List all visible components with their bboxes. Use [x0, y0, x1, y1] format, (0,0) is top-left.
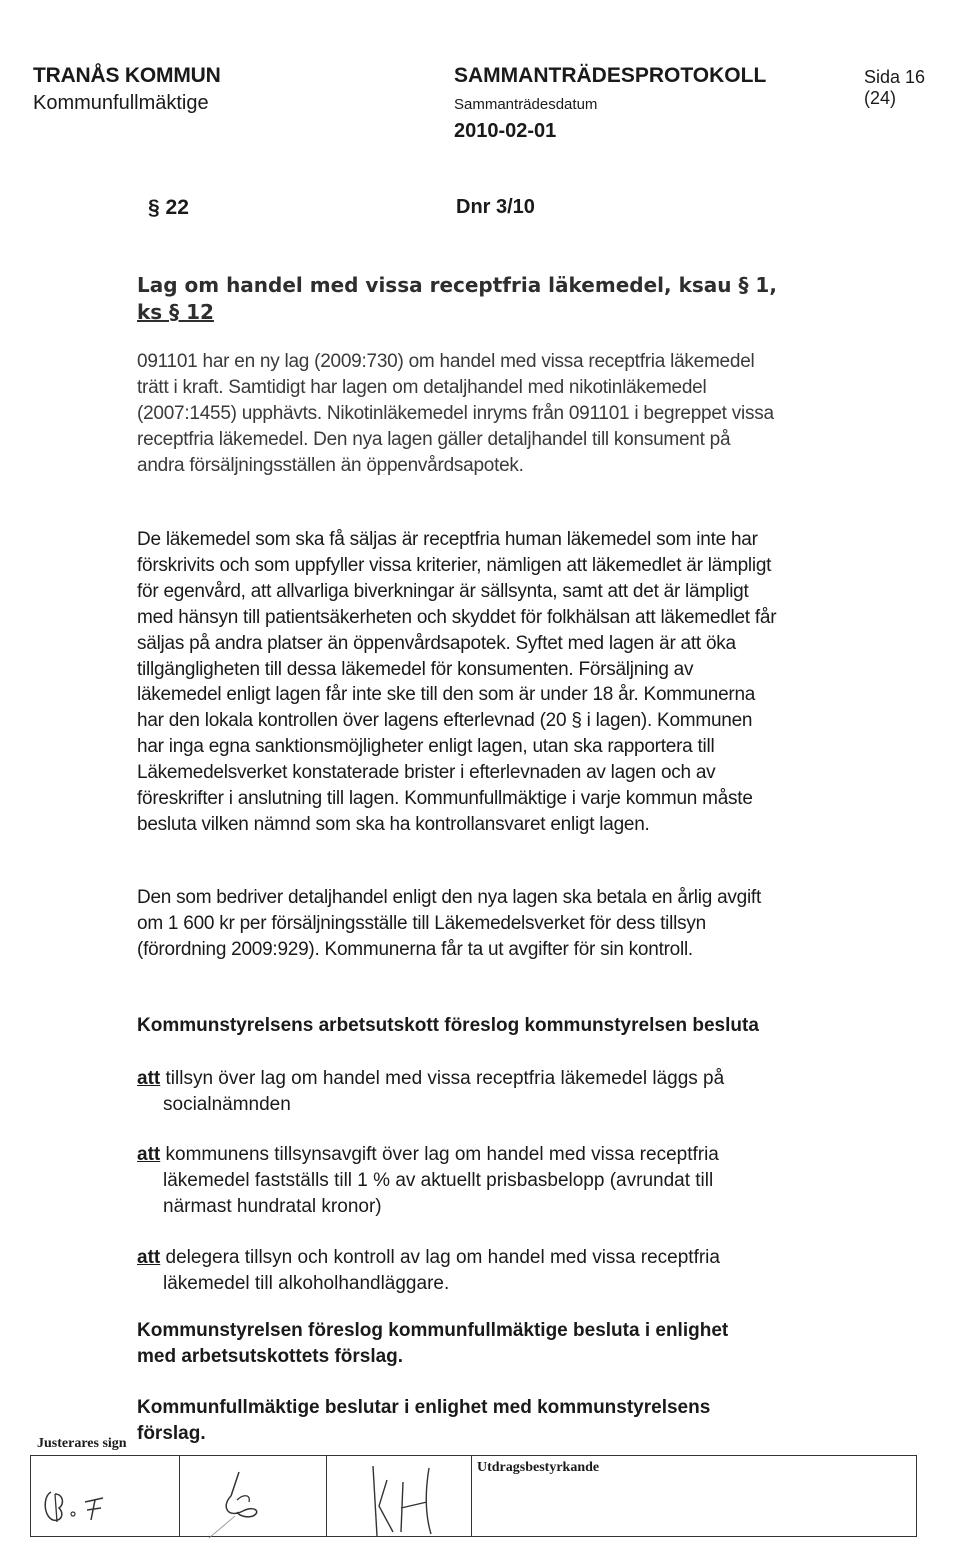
att-item [137, 1066, 777, 1118]
att-item [137, 1142, 777, 1220]
table-divider [326, 1456, 327, 1536]
section-title [137, 272, 777, 326]
document-type: SAMMANTRÄDESPROTOKOLL [454, 64, 767, 87]
diary-number: Dnr 3/10 [456, 196, 535, 218]
att-word: att [137, 1247, 161, 1268]
ks-decision: Kommunstyrelsen föreslog kommunfullmäktige besluta i enlighet med arbetsutskottets förslag. [137, 1320, 729, 1367]
att-item-text: tillsyn över lag om handel med vissa receptfria läkemedel läggs på [165, 1068, 725, 1089]
proposal-heading: Kommunstyrelsens arbetsutskott föreslog kommunstyrelsen besluta [137, 1015, 759, 1036]
organization-name: TRANÅS KOMMUN [33, 64, 221, 87]
paragraph-criteria: De läkemedel som ska få säljas är receptfria human läkemedel som inte har förskrivits och som uppfyller vissa kriterier, nämligen att läkemedlet är lämpligt för egenvård, att allvarliga biverkningar är sällsynta, samt att det är lämpligt med hänsyn till patientsäkerheten och skyddet för folkhälsan att läkemedlet får säljas på andra platser än öppenvårdsapotek. Syftet med lagen är att öka tillgängligheten till dessa läkemedel för konsumenten. Försäljning av läkemedel enligt lagen får inte ske till den som är under 18 år. Kommunerna har den lokala kontrollen över lagens efterlevnad (20 § i lagen). Kommunen har inga egna sanktionsmöjligheter enligt lagen, utan ska rapportera till Läkemedelsverket konstaterade brister i efterlevnaden av lagen och av föreskrifter i anslutning till lagen. Kommunfullmäktige i varje kommun måste besluta vilken nämnd som ska ha kontrollansvaret enligt lagen. [137, 529, 777, 835]
signature-mark [37, 1474, 147, 1532]
page-number: Sida 16 (24) [864, 67, 926, 108]
paragraph-fee: Den som bedriver detaljhandel enligt den nya lagen ska betala en årlig avgift om 1 600 kr per försäljningsställe till Läkemedelsverket för dess tillsyn (förordning 2009:929). Kommunerna får ta ut avgifter för sin kontroll. [137, 887, 761, 960]
att-item [137, 1245, 777, 1297]
meeting-date: 2010-02-01 [454, 120, 557, 142]
att-word: att [137, 1068, 161, 1089]
att-item-continuation: läkemedel fastställs till 1 % av aktuellt prisbasbelopp (avrundat till närmast hundratal kronor) [163, 1169, 714, 1217]
table-divider [471, 1456, 472, 1536]
paragraph-number: § 22 [148, 196, 189, 219]
section-title-line1: Lag om handel med vissa receptfria läkemedel, ksau § 1, [137, 273, 777, 297]
att-item-text: kommunens tillsynsavgift över lag om handel med vissa receptfria [165, 1144, 719, 1165]
paragraph-intro: 091101 har en ny lag (2009:730) om handel med vissa receptfria läkemedel trätt i kraft. Samtidigt har lagen om detaljhandel med nikotinläkemedel (2007:1455) upphävts. Nikotinläkemedel inryms från 091101 i begreppet vissa receptfria läkemedel. Den nya lagen gäller detaljhandel till konsument på andra försäljningsställen än öppenvårdsapotek. [137, 351, 774, 476]
kf-decision: Kommunfullmäktige beslutar i enlighet med kommunstyrelsens förslag. [137, 1397, 711, 1444]
utdrag-label: Utdragsbestyrkande [477, 1460, 600, 1475]
governing-body: Kommunfullmäktige [33, 92, 209, 114]
justeras-label: Justerares sign [37, 1436, 127, 1451]
section-title-line2: ks § 12 [137, 300, 214, 324]
signature-mark [191, 1466, 311, 1538]
att-item-continuation: socialnämnden [163, 1093, 291, 1115]
att-word: att [137, 1144, 161, 1165]
signature-table [30, 1436, 917, 1537]
signature-mark [341, 1462, 461, 1538]
table-divider [179, 1456, 180, 1536]
att-item-continuation: läkemedel till alkoholhandläggare. [163, 1272, 450, 1294]
att-item-text: delegera tillsyn och kontroll av lag om handel med vissa receptfria [165, 1247, 720, 1268]
date-label: Sammanträdesdatum [454, 96, 598, 113]
